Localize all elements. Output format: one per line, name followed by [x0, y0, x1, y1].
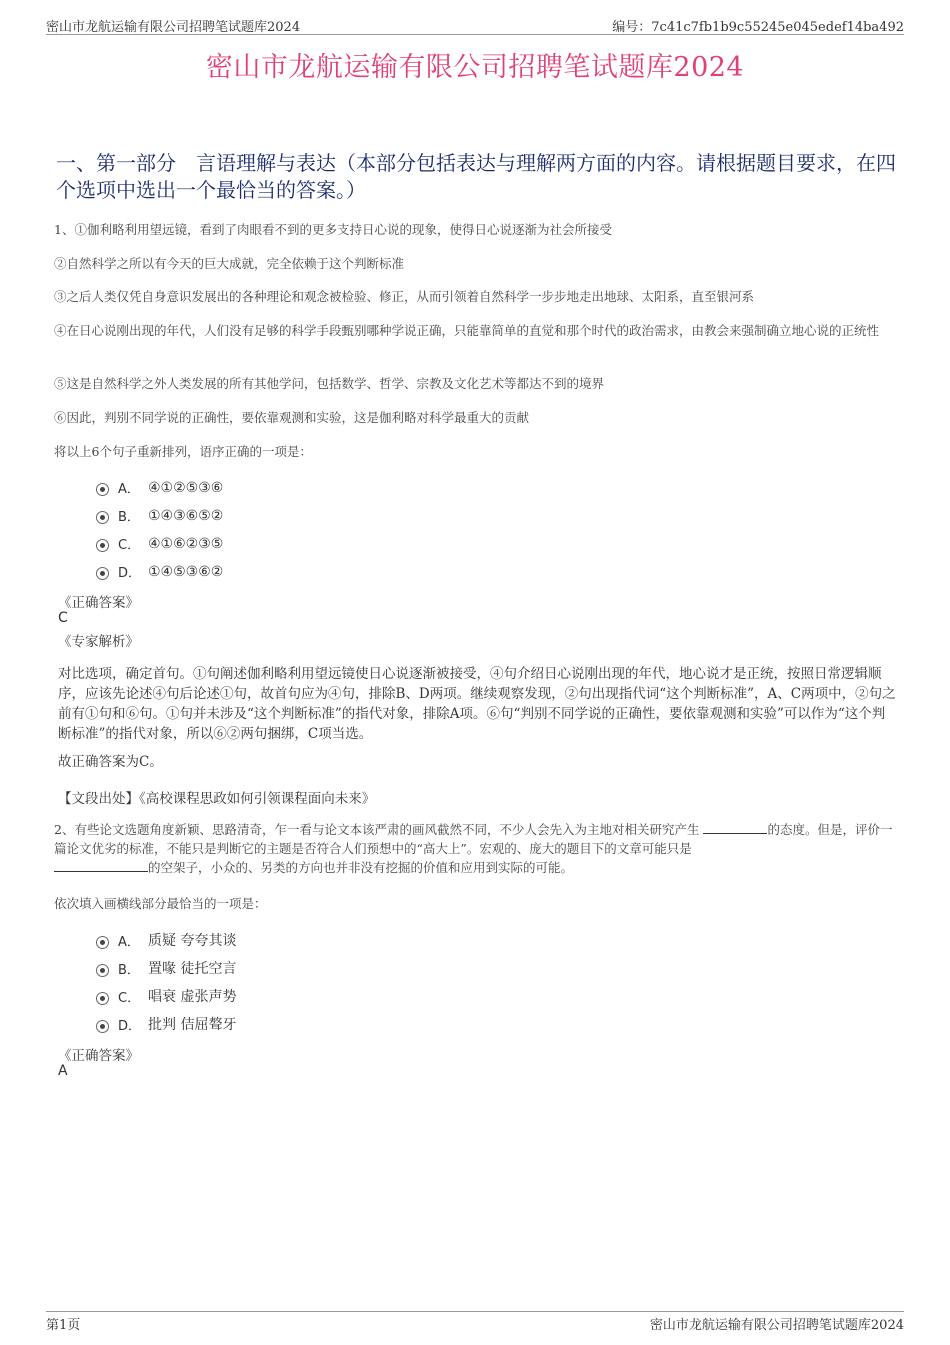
fill-blank-1[interactable] — [703, 821, 767, 834]
radio-icon[interactable] — [96, 567, 109, 580]
q1-option-b[interactable] — [96, 506, 223, 525]
footer-divider — [46, 1311, 904, 1312]
option-letter: C． — [118, 990, 141, 1006]
q2-option-c[interactable] — [96, 986, 236, 1006]
q1-option-a[interactable] — [96, 478, 223, 497]
radio-icon[interactable] — [96, 539, 109, 552]
header-right: 编号：7c41c7fb1b9c55245e045edef14ba492 — [612, 20, 904, 35]
q2-stem — [54, 820, 899, 877]
option-text: 批判 佶屈聱牙 — [148, 1017, 237, 1033]
option-text: ④①⑥②③⑤ — [148, 535, 224, 552]
page-title: 密山市龙航运输有限公司招聘笔试题库2024 — [205, 52, 745, 83]
q1-sentence-1: 1、①伽利略利用望远镜，看到了肉眼看不到的更多支持日心说的现象，使得日心说逐渐为社会所接受 — [54, 222, 612, 237]
q2-answer: A — [58, 1063, 68, 1079]
q1-sentence-6: ⑥因此，判别不同学说的正确性，要依靠观测和实验，这是伽利略对科学最重大的贡献 — [54, 410, 530, 425]
header-left: 密山市龙航运输有限公司招聘笔试题库2024 — [46, 20, 301, 35]
option-letter: B． — [118, 510, 140, 525]
header-divider — [46, 34, 904, 35]
option-letter: B． — [118, 962, 140, 978]
q1-prompt: 将以上6个句子重新排列，语序正确的一项是： — [54, 444, 312, 459]
q1-conclusion: 故正确答案为C。 — [58, 754, 163, 770]
option-letter: D． — [118, 566, 142, 581]
radio-icon[interactable] — [96, 936, 109, 949]
radio-icon[interactable] — [96, 992, 109, 1005]
q2-stem-part-1: 2、有些论文选题角度新颖、思路清奇，乍一看与论文本该严肃的画风截然不同，不少人会先入为主地对相关研究产生 — [54, 822, 704, 837]
q1-source: 【文段出处】《高校课程思政如何引领课程面向未来》 — [58, 791, 376, 807]
option-text: ④①②⑤③⑥ — [148, 479, 224, 496]
page-number: 第1页 — [46, 1318, 81, 1333]
option-letter: A． — [118, 482, 140, 497]
q2-option-b[interactable] — [96, 958, 236, 978]
q1-answer: C — [58, 610, 68, 626]
footer-title: 密山市龙航运输有限公司招聘笔试题库2024 — [649, 1318, 904, 1333]
q1-sentence-5: ⑤这是自然科学之外人类发展的所有其他学问，包括数学、哲学、宗教及文化艺术等都达不到的境界 — [54, 376, 605, 391]
option-text: ①④⑤③⑥② — [148, 563, 224, 580]
q2-prompt: 依次填入画横线部分最恰当的一项是： — [54, 896, 267, 911]
q1-sentence-4: ④在日心说刚出现的年代，人们没有足够的科学手段甄别哪种学说正确，只能靠简单的直觉和那个时代的政治需求，由教会来强制确立地心说的正统性 — [54, 323, 880, 338]
option-letter: C． — [118, 538, 141, 553]
option-text: 唱衰 虚张声势 — [148, 989, 237, 1005]
option-text: 质疑 夸夸其谈 — [148, 933, 237, 949]
option-letter: A． — [118, 934, 140, 950]
q1-option-c[interactable] — [96, 534, 223, 553]
q1-sentence-3: ③之后人类仅凭自身意识发展出的各种理论和观念被检验、修正，从而引领着自然科学一步步地走出地球、太阳系，直至银河系 — [54, 289, 755, 304]
q1-answer-label: 《正确答案》 — [58, 595, 139, 611]
q2-option-d[interactable] — [96, 1014, 236, 1034]
q1-option-d[interactable] — [96, 562, 223, 581]
q2-stem-part-3: 的空架子，小众的、另类的方向也并非没有挖掘的价值和应用到实际的可能。 — [148, 860, 574, 875]
q1-analysis: 对比选项，确定首句。①句阐述伽利略利用望远镜使日心说逐渐被接受，④句介绍日心说刚出现的年代，地心说才是正统，按照日常逻辑顺序，应该先论述④句后论述①句，故首句应为④句，排除B、D两项。继续观察发现，②句出现指代词“这个判断标准”，A、C两项中，②句之前有①句和⑥句。①句并未涉及“这个判断标准”的指代对象，排除A项。⑥句“判别不同学说的正确性，要依靠观测和实验”可以作为“这个判断标准”的指代对象，所以⑥②两句捆绑，C项当选。 — [58, 666, 896, 742]
q2-option-a[interactable] — [96, 930, 236, 950]
section-heading: 一、第一部分 言语理解与表达（本部分包括表达与理解两方面的内容。请根据题目要求，在四个选项中选出一个最恰当的答案。） — [56, 151, 896, 202]
radio-icon[interactable] — [96, 483, 109, 496]
radio-icon[interactable] — [96, 964, 109, 977]
radio-icon[interactable] — [96, 511, 109, 524]
q2-stem-part-2: 的态度。但是，评价一篇论文优劣的标准，不能只是判断它的主题是否符合人们预想中的“高大上”。宏观的、庞大的题目下的文章可能只是 — [54, 822, 893, 856]
q2-answer-label: 《正确答案》 — [58, 1048, 139, 1064]
q1-analysis-label: 《专家解析》 — [58, 634, 139, 650]
fill-blank-2[interactable] — [54, 859, 148, 872]
radio-icon[interactable] — [96, 1020, 109, 1033]
option-text: 置喙 徒托空言 — [148, 961, 237, 977]
option-text: ①④③⑥⑤② — [148, 507, 224, 524]
option-letter: D． — [118, 1018, 142, 1034]
q1-sentence-2: ②自然科学之所以有今天的巨大成就，完全依赖于这个判断标准 — [54, 256, 405, 271]
